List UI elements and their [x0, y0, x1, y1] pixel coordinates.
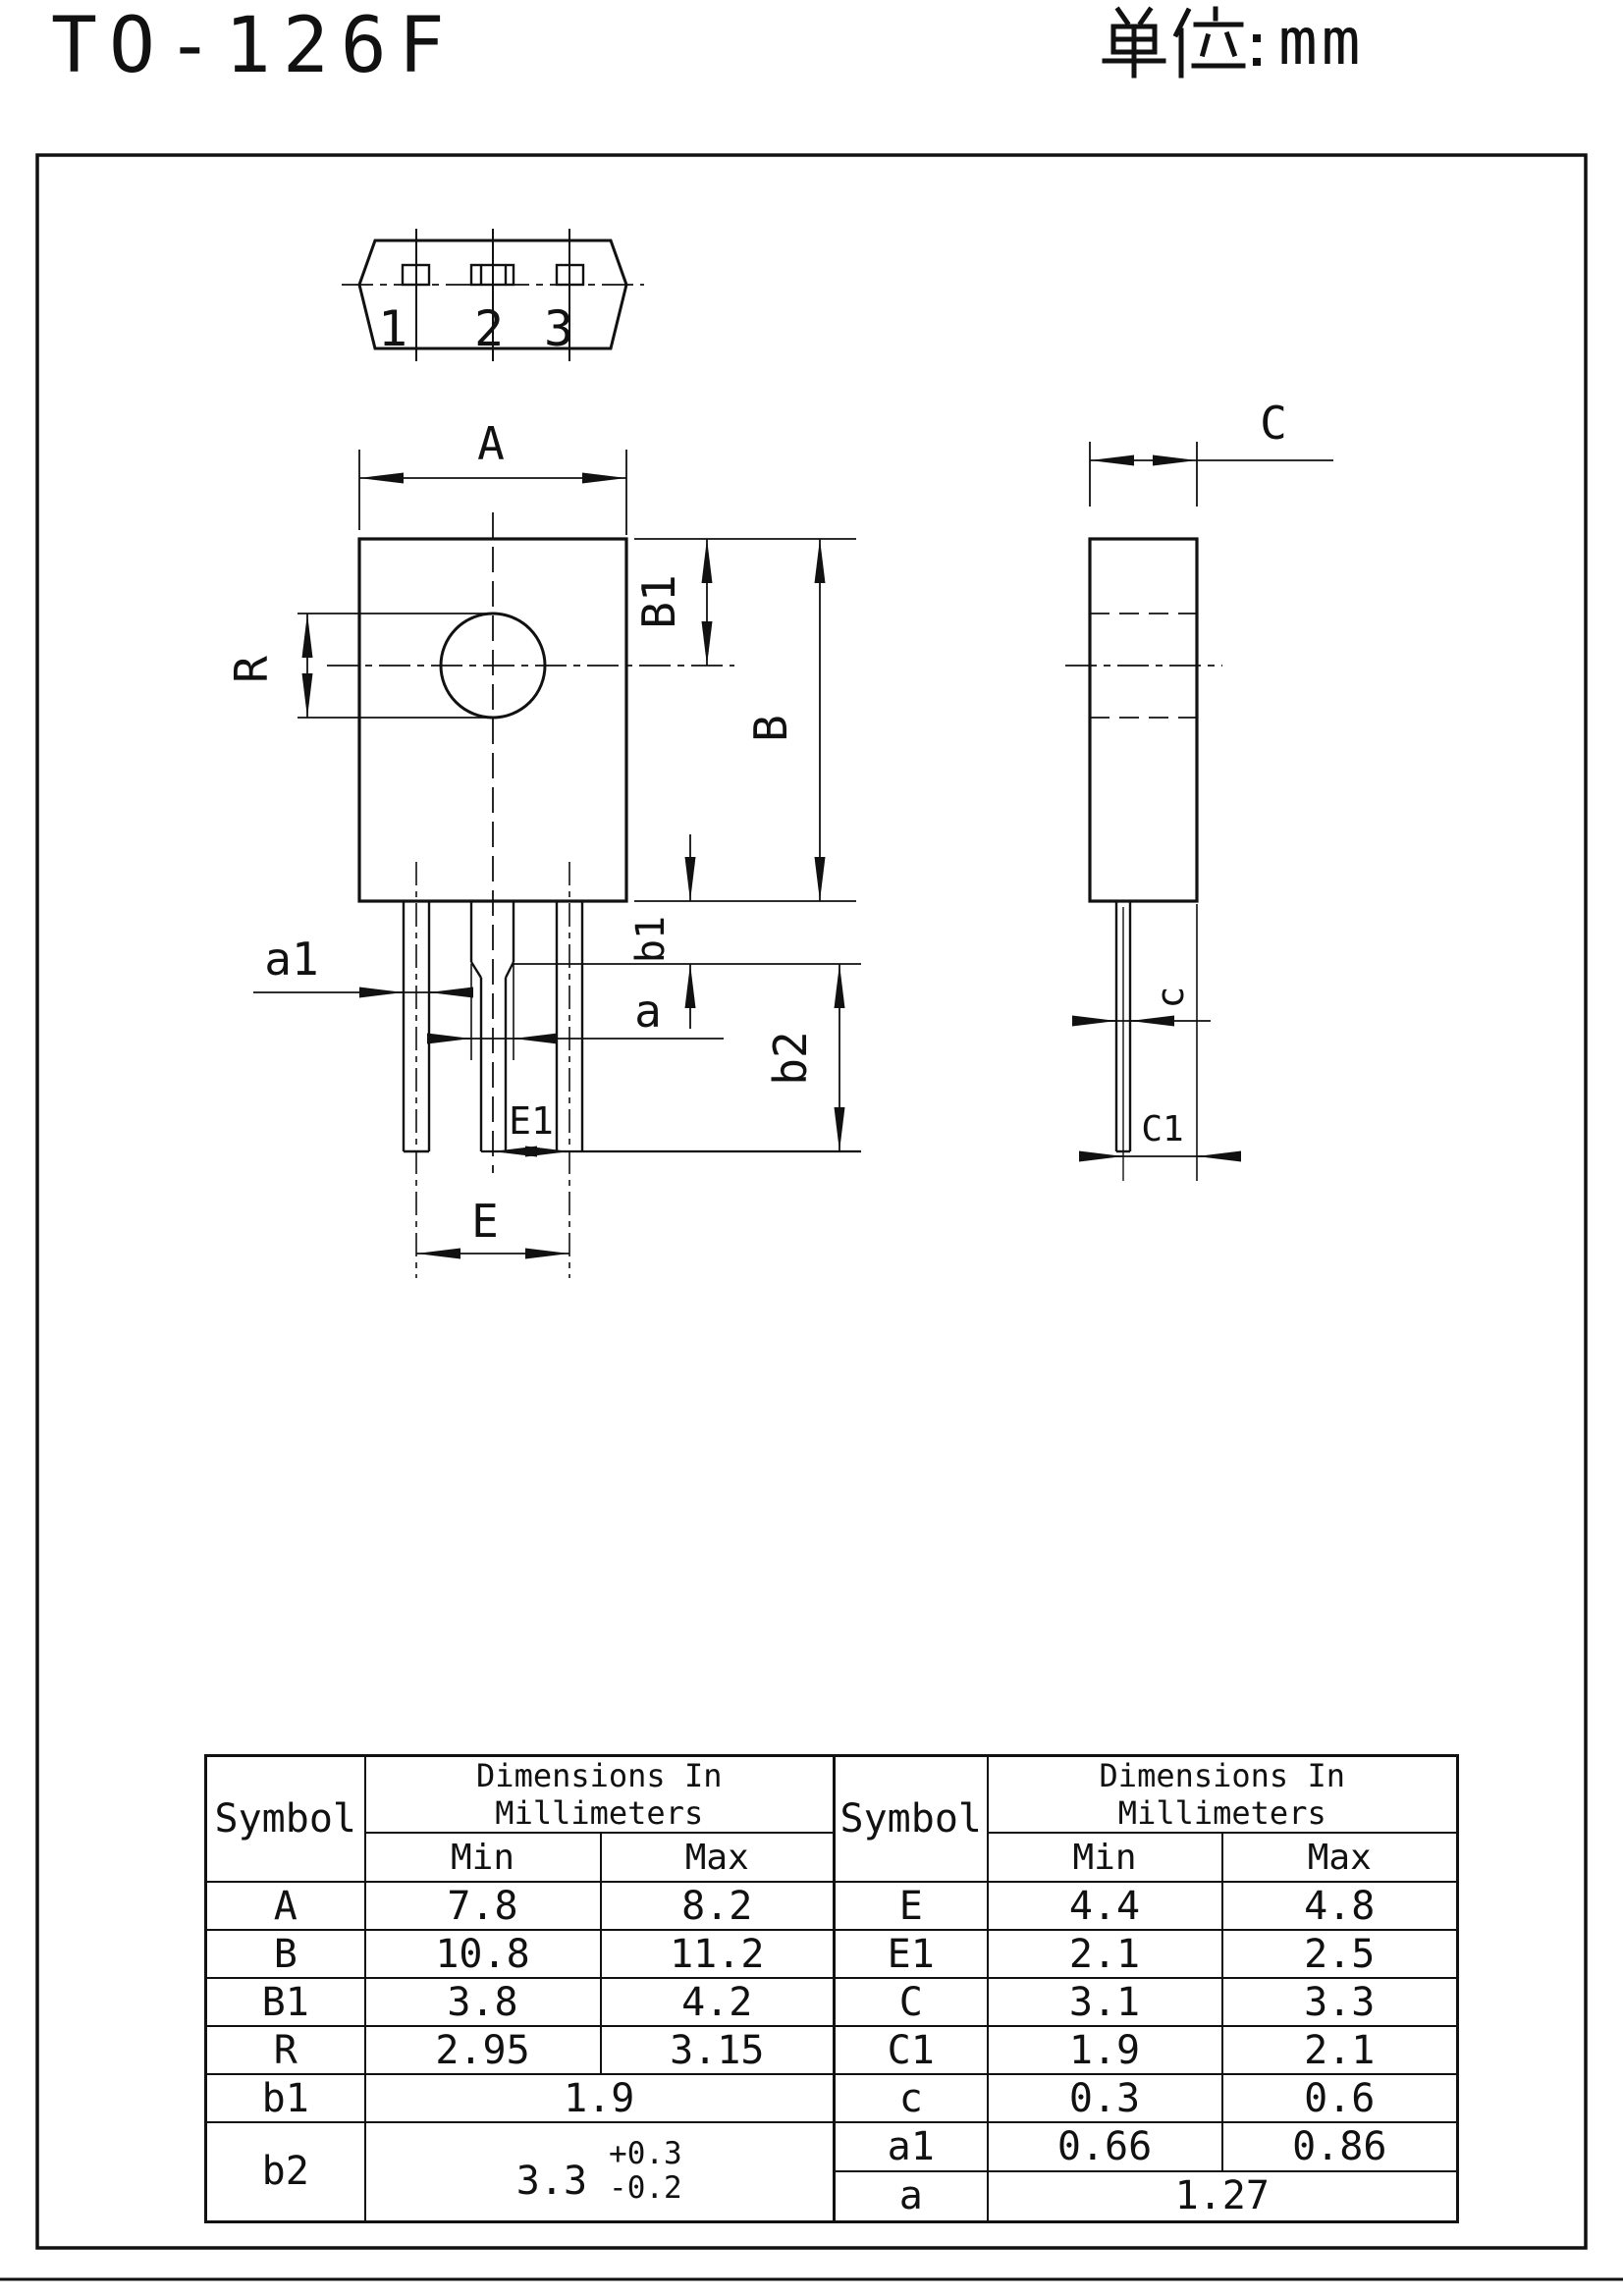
lead2-taper-left: [471, 962, 481, 978]
left-header-max: Max: [601, 1833, 835, 1882]
table-row: [206, 2026, 835, 2074]
table-row: [206, 2122, 835, 2221]
right-row-c-max: 0.6: [1222, 2074, 1458, 2122]
dim-C1-label: C1: [1141, 1109, 1184, 1149]
side-body-outline: [1090, 539, 1197, 901]
dimension-table-left: [204, 1754, 836, 2223]
lead2-taper-right: [506, 962, 514, 978]
top-view: [342, 229, 644, 361]
dim-B-label: B: [744, 715, 797, 742]
dim-A-label: A: [477, 417, 505, 470]
right-row-C1-max: 2.1: [1222, 2026, 1458, 2074]
left-row-R-symbol: R: [206, 2026, 365, 2074]
table-row: [835, 2171, 1458, 2221]
left-row-b2-value-cell: [365, 2122, 835, 2221]
left-row-A-max: 8.2: [601, 1882, 835, 1930]
right-row-c-symbol: c: [835, 2074, 988, 2122]
right-row-a1-min: 0.66: [988, 2122, 1222, 2171]
right-header-symbol: Symbol: [835, 1756, 988, 1883]
right-row-a-value: 1.27: [988, 2171, 1458, 2221]
b2-tolerance-plus: +0.3: [609, 2135, 682, 2171]
right-row-E-min: 4.4: [988, 1882, 1222, 1930]
unit-value: mm: [1278, 4, 1365, 80]
dim-b2-label: b2: [764, 1031, 817, 1086]
table-row: [206, 1930, 835, 1978]
side-view: [1065, 397, 1333, 1181]
right-row-C-min: 3.1: [988, 1978, 1222, 2026]
dim-C-label: C: [1260, 397, 1287, 450]
left-row-B1-min: 3.8: [365, 1978, 601, 2026]
dim-b1-label: b1: [628, 915, 674, 964]
right-row-C1-min: 1.9: [988, 2026, 1222, 2074]
right-row-E1-min: 2.1: [988, 1930, 1222, 1978]
table-row: [206, 2074, 835, 2122]
right-row-E-max: 4.8: [1222, 1882, 1458, 1930]
dim-a-label: a: [634, 985, 662, 1038]
right-row-E1-max: 2.5: [1222, 1930, 1458, 1978]
dim-E-label: E: [471, 1195, 499, 1248]
left-row-b1-symbol: b1: [206, 2074, 365, 2122]
left-row-R-max: 3.15: [601, 2026, 835, 2074]
left-row-A-min: 7.8: [365, 1882, 601, 1930]
table-row: [206, 1882, 835, 1930]
dimension-table-right: [833, 1754, 1459, 2223]
left-row-A-symbol: A: [206, 1882, 365, 1930]
dim-R-label: R: [225, 656, 278, 683]
page-title: TO-126F: [51, 2, 457, 90]
dim-c-label: c: [1149, 986, 1192, 1009]
left-row-B-max: 11.2: [601, 1930, 835, 1978]
table-row: [835, 1978, 1458, 2026]
right-row-E1-symbol: E1: [835, 1930, 988, 1978]
b2-tolerance-minus: -0.2: [609, 2170, 682, 2207]
left-row-B1-max: 4.2: [601, 1978, 835, 2026]
left-header-symbol: Symbol: [206, 1756, 365, 1883]
table-row: [835, 2122, 1458, 2171]
right-header-dimensions: Dimensions In Millimeters: [988, 1756, 1458, 1834]
right-row-C-symbol: C: [835, 1978, 988, 2026]
right-row-E-symbol: E: [835, 1882, 988, 1930]
table-row: [835, 2026, 1458, 2074]
left-header-min: Min: [365, 1833, 601, 1882]
left-row-B-symbol: B: [206, 1930, 365, 1978]
left-header-dimensions: Dimensions In Millimeters: [365, 1756, 835, 1834]
table-row: [206, 1978, 835, 2026]
right-row-C-max: 3.3: [1222, 1978, 1458, 2026]
right-header-min: Min: [988, 1833, 1222, 1882]
left-row-B-min: 10.8: [365, 1930, 601, 1978]
right-row-a-symbol: a: [835, 2171, 988, 2221]
right-row-c-min: 0.3: [988, 2074, 1222, 2122]
left-row-b2-symbol: b2: [206, 2122, 365, 2221]
pin3-number: 3: [543, 300, 574, 357]
pin2-number: 2: [473, 300, 505, 357]
b2-nominal-value: 3.3: [515, 2159, 588, 2205]
table-row: [835, 2074, 1458, 2122]
right-header-max: Max: [1222, 1833, 1458, 1882]
front-view: [225, 417, 861, 1278]
dim-E1-label: E1: [509, 1099, 554, 1143]
right-row-C1-symbol: C1: [835, 2026, 988, 2074]
left-row-R-min: 2.95: [365, 2026, 601, 2074]
left-row-b1-value: 1.9: [365, 2074, 835, 2122]
table-row: [835, 1930, 1458, 1978]
right-row-a1-max: 0.86: [1222, 2122, 1458, 2171]
dim-a1-label: a1: [264, 933, 319, 986]
left-row-B1-symbol: B1: [206, 1978, 365, 2026]
right-row-a1-symbol: a1: [835, 2122, 988, 2171]
pin1-number: 1: [377, 300, 408, 357]
table-row: [835, 1882, 1458, 1930]
dim-B1-label: B1: [632, 574, 685, 629]
